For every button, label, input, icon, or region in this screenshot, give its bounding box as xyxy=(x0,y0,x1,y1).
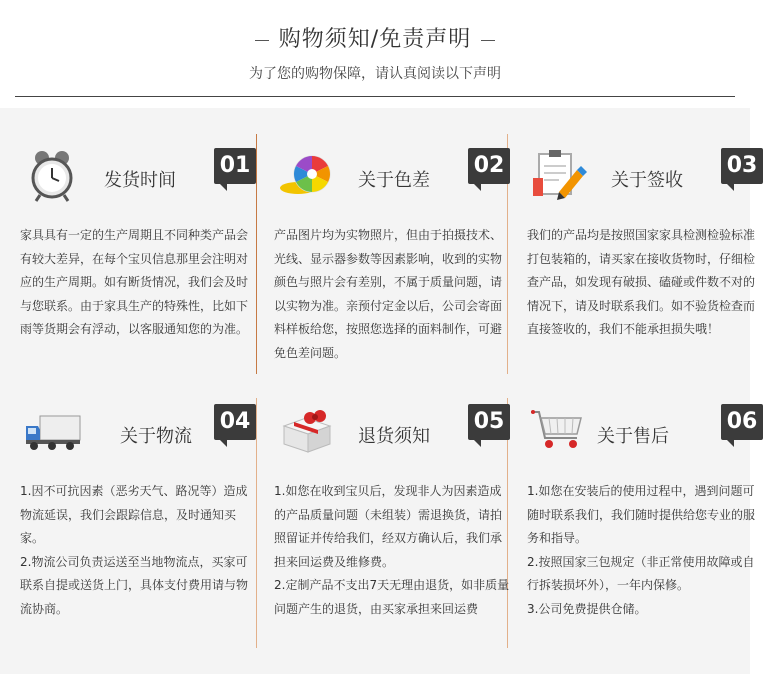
card-receipt xyxy=(527,140,767,380)
card-paragraph: 产品图片均为实物照片，但由于拍摄技术、光线、显示器参数等因素影响，收到的实物颜色与照片会有差别，不属于质量问题，请以实物为准。亲预付定金以后，公司会寄面料样板给您，按照您选择的面料制作，可避免色差问题。 xyxy=(274,228,503,360)
card-logistics xyxy=(20,396,260,636)
card-returns xyxy=(274,396,514,636)
color-wheel-icon xyxy=(276,148,336,204)
card-body xyxy=(527,480,763,621)
card-paragraph: 3.公司免费提供仓储。 xyxy=(527,601,647,616)
card-shipping-time xyxy=(20,140,260,380)
gift-box-icon xyxy=(276,404,336,460)
card-paragraph: 2.定制产品不支出7天无理由退货，如非质量问题产生的退货，由买家承担来回运费 xyxy=(274,578,510,616)
header-divider xyxy=(15,96,735,97)
header xyxy=(0,0,750,108)
card-paragraph: 2.按照国家三包规定（非正常使用故障或自行拆装损坏外），一年内保修。 xyxy=(527,554,755,592)
card-title: 关于色差 xyxy=(358,170,430,191)
title-dash-left xyxy=(255,40,269,41)
card-number-badge: 03 xyxy=(721,148,763,184)
card-paragraph: 2.物流公司负责运送至当地物流点，买家可联系自提或送货上门，具体支付费用请与物流协商。 xyxy=(20,554,249,616)
card-paragraph: 我们的产品均是按照国家家具检测检验标准打包装箱的，请买家在接收货物时，仔细检查产品，如发现有破损、磕碰或件数不对的情况下，请及时联系我们。如不验货检查而直接签收的，我们不能承担损失哦！ xyxy=(527,228,756,336)
shopping-cart-icon xyxy=(529,404,589,460)
card-paragraph: 家具具有一定的生产周期且不同种类产品会有较大差异，在每个宝贝信息那里会注明对应的生产周期。如有断货情况，我们会及时与您联系。由于家具生产的特殊性，比如下雨等货期会有浮动，以客服通知您的为准。 xyxy=(20,228,249,336)
title-dash-right xyxy=(481,40,495,41)
card-title: 退货须知 xyxy=(358,426,430,447)
card-title: 发货时间 xyxy=(104,170,176,191)
page-subtitle: 为了您的购物保障，请认真阅读以下声明 xyxy=(249,66,501,82)
page-title xyxy=(0,22,750,53)
card-number-badge: 04 xyxy=(214,404,256,440)
card-body xyxy=(274,224,510,365)
card-number-badge: 06 xyxy=(721,404,763,440)
card-title: 关于物流 xyxy=(120,426,192,447)
card-number-badge: 01 xyxy=(214,148,256,184)
card-body xyxy=(274,480,510,621)
card-after-sales xyxy=(527,396,767,636)
notice-panel xyxy=(0,108,758,674)
card-color-difference xyxy=(274,140,514,380)
card-body xyxy=(20,480,256,621)
card-body xyxy=(527,224,763,342)
alarm-clock-icon xyxy=(22,148,82,204)
page-title-text: 购物须知/免责声明 xyxy=(278,27,472,52)
card-paragraph: 1.因不可抗因素（恶劣天气、路况等）造成物流延误，我们会跟踪信息，及时通知买家。 xyxy=(20,484,248,545)
clipboard-pencil-icon xyxy=(529,148,589,204)
card-title: 关于售后 xyxy=(597,426,669,447)
card-body xyxy=(20,224,256,342)
card-paragraph: 1.如您在安装后的使用过程中，遇到问题可随时联系我们，我们随时提供给您专业的服务和指导。 xyxy=(527,484,756,545)
card-title: 关于签收 xyxy=(611,170,683,191)
card-paragraph: 1.如您在收到宝贝后，发现非人为因素造成的产品质量问题（未组装）需退换货，请拍照留证并传给我们，经双方确认后，我们承担来回运费及维修费。 xyxy=(274,484,503,569)
card-number-badge: 02 xyxy=(468,148,510,184)
card-number-badge: 05 xyxy=(468,404,510,440)
delivery-truck-icon xyxy=(22,404,82,460)
